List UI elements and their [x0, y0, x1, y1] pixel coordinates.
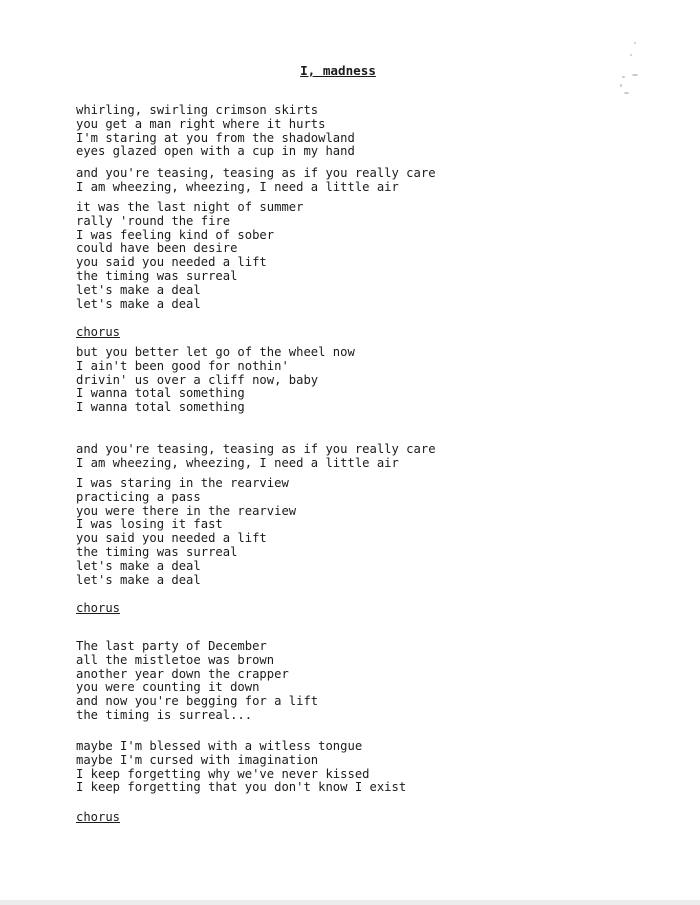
- lyric-line: I wanna total something: [76, 400, 245, 415]
- lyric-line: and you're teasing, teasing as if you really care: [76, 442, 436, 456]
- pre-chorus-2: [76, 443, 436, 471]
- lyric-line: you said you needed a lift: [76, 531, 267, 546]
- lyric-line: I was staring in the rearview: [76, 476, 289, 490]
- scan-specks: [612, 40, 652, 100]
- verse-3: [76, 477, 296, 587]
- bridge: [76, 640, 318, 723]
- lyric-line: another year down the crapper: [76, 666, 289, 681]
- lyric-line: you were there in the rearview: [76, 503, 297, 518]
- lyric-line: eyes glazed open with a cup in my hand: [76, 144, 355, 159]
- lyric-line: you were counting it down: [76, 680, 260, 695]
- lyric-line: the timing is surreal...: [76, 707, 253, 722]
- lyric-line: all the mistletoe was brown: [76, 652, 275, 667]
- page-bottom-edge: [0, 900, 700, 905]
- lyric-line: I was losing it fast: [76, 517, 223, 532]
- lyric-line: practicing a pass: [76, 489, 201, 504]
- lyric-line: I'm staring at you from the shadowland: [76, 130, 355, 145]
- lyric-line: and you're teasing, teasing as if you really care: [76, 166, 436, 180]
- lyric-line: maybe I'm cursed with imagination: [76, 752, 319, 767]
- verse-4: [76, 740, 406, 795]
- lyric-line: maybe I'm blessed with a witless tongue: [76, 739, 363, 753]
- lyric-line: whirling, swirling crimson skirts: [76, 103, 319, 117]
- chorus-label: chorus: [76, 601, 121, 615]
- lyric-line: I keep forgetting that you don't know I exist: [76, 780, 407, 795]
- chorus-label: chorus: [76, 810, 121, 824]
- lyric-line: let's make a deal: [76, 558, 201, 573]
- song-title: I, madness: [300, 63, 376, 78]
- pre-chorus-1: [76, 167, 436, 195]
- lyric-line: let's make a deal: [76, 572, 201, 587]
- lyric-line: the timing was surreal: [76, 268, 238, 283]
- lyric-line: you said you needed a lift: [76, 255, 267, 270]
- lyric-line: it was the last night of summer: [76, 200, 304, 214]
- lyric-line: I wanna total something: [76, 386, 245, 401]
- lyric-line: let's make a deal: [76, 282, 201, 297]
- lyric-line: drivin' us over a cliff now, baby: [76, 372, 319, 387]
- lyric-line: let's make a deal: [76, 296, 201, 311]
- lyric-line: I ain't been good for nothin': [76, 358, 289, 373]
- lyric-line: you get a man right where it hurts: [76, 116, 326, 131]
- verse-1: [76, 104, 355, 159]
- lyric-line: rally 'round the fire: [76, 213, 231, 228]
- lyric-line: I keep forgetting why we've never kissed: [76, 766, 370, 781]
- lyric-line: The last party of December: [76, 639, 267, 653]
- verse-2: [76, 201, 303, 311]
- lyric-line: I am wheezing, wheezing, I need a little air: [76, 455, 399, 470]
- chorus-label: chorus: [76, 325, 121, 339]
- lyric-line: could have been desire: [76, 241, 238, 256]
- chorus-1: [76, 346, 355, 415]
- lyric-line: I was feeling kind of sober: [76, 227, 275, 242]
- lyric-line: and now you're begging for a lift: [76, 694, 319, 709]
- lyric-line: but you better let go of the wheel now: [76, 345, 355, 359]
- lyric-line: I am wheezing, wheezing, I need a little air: [76, 179, 399, 194]
- lyric-line: the timing was surreal: [76, 544, 238, 559]
